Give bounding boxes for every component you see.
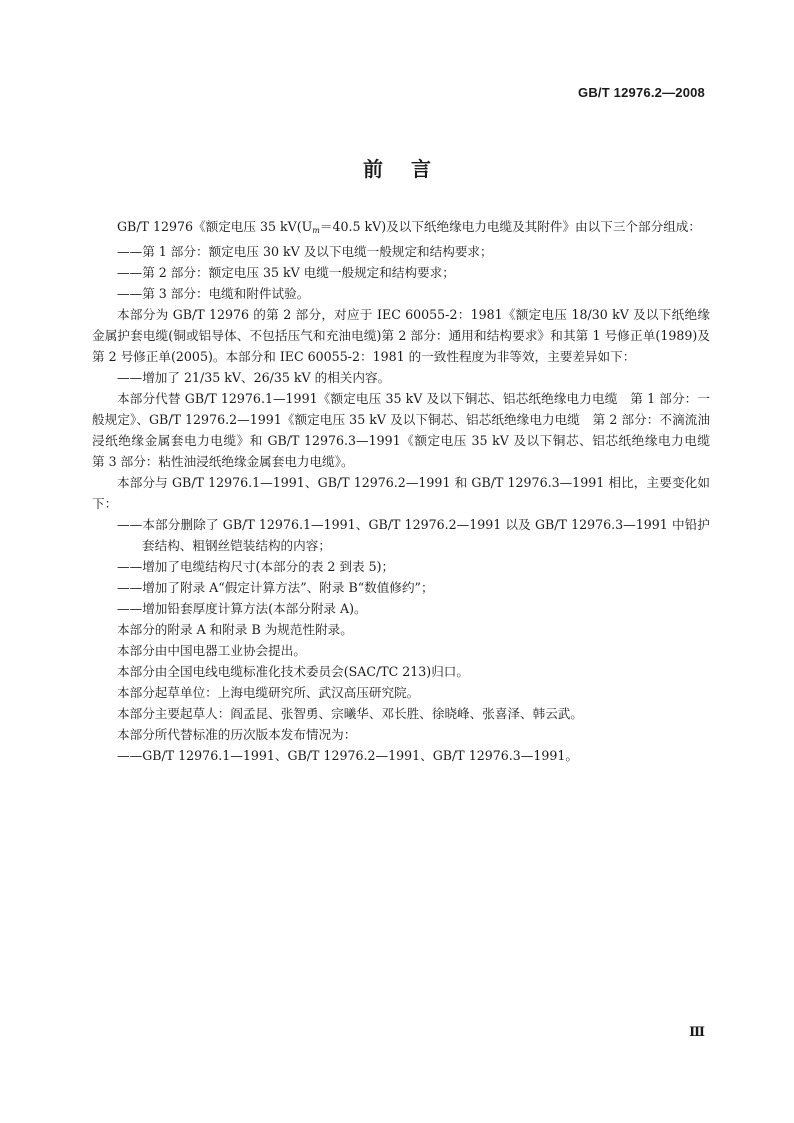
committee-paragraph: 本部分由全国电线电缆标准化技术委员会(SAC/TC 213)归口。 bbox=[117, 664, 469, 679]
intro-text-rest: ＝40.5 kV)及以下纸绝缘电力电缆及其附件》由以下三个部分组成： bbox=[319, 219, 701, 234]
page-number: Ⅲ bbox=[689, 1024, 705, 1039]
proposer-paragraph: 本部分由中国电器工业协会提出。 bbox=[117, 643, 306, 658]
history-paragraph: 本部分所代替标准的历次版本发布情况为： bbox=[117, 727, 357, 742]
document-body bbox=[92, 216, 723, 766]
change-item-3: ——增加了附录 A“假定计算方法”、附录 B“数值修约”； bbox=[117, 580, 434, 595]
changes-paragraph: 本部分与 GB/T 12976.1—1991、GB/T 12976.2—1991 和 GB/T 12976.3—1991 相比，主要变化如下： bbox=[92, 475, 710, 511]
standard-code: GB/T 12976.2—2008 bbox=[578, 85, 705, 100]
change-item-4: ——增加铅套厚度计算方法(本部分附录 A)。 bbox=[117, 601, 367, 616]
page-title: 前言 bbox=[363, 157, 459, 181]
correspondence-paragraph: 本部分为 GB/T 12976 的第 2 部分，对应于 IEC 60055-2：1981《额定电压 18/30 kV 及以下纸绝缘金属护套电缆(铜或铝导体、不包括压气和充油电缆)第 2 部分：通用和结构要求》和其第 1 号修正单(1989)及第 2 号修正单(2005)。本部分和 IEC 60055-2：1981 的一致性程度为非等效，主要差异如下： bbox=[92, 307, 710, 364]
drafters-paragraph: 本部分主要起草人：阎孟昆、张智勇、宗曦华、邓长胜、徐晓峰、张喜泽、韩云武。 bbox=[117, 706, 583, 721]
list-item-part-1: ——第 1 部分：额定电压 30 kV 及以下电缆一般规定和结构要求； bbox=[117, 244, 493, 259]
list-item-part-3: ——第 3 部分：电缆和附件试验。 bbox=[117, 286, 310, 301]
intro-paragraph bbox=[92, 216, 710, 241]
history-item: ——GB/T 12976.1—1991、GB/T 12976.2—1991、GB/T 12976.3—1991。 bbox=[117, 748, 579, 763]
replacement-paragraph: 本部分代替 GB/T 12976.1—1991《额定电压 35 kV 及以下铜芯、铝芯纸绝缘电力电缆 第 1 部分：一般规定》、GB/T 12976.2—1991《额定电压 35 kV 及以下铜芯、铝芯纸绝缘电力电缆 第 2 部分：不滴流油浸纸绝缘金属套电力电缆》和 GB/T 12976.3—1991《额定电压 35 kV 及以下铜芯、铝芯纸绝缘电力电缆 第 3 部分：粘性油浸纸绝缘金属套电力电缆》。 bbox=[92, 391, 723, 469]
list-item-part-2: ——第 2 部分：额定电压 35 kV 电缆一般规定和结构要求； bbox=[117, 265, 455, 280]
annex-paragraph: 本部分的附录 A 和附录 B 为规范性附录。 bbox=[117, 622, 353, 637]
drafting-units-paragraph: 本部分起草单位：上海电缆研究所、武汉高压研究院。 bbox=[117, 685, 420, 700]
intro-text: GB/T 12976《额定电压 35 kV(U bbox=[117, 219, 313, 234]
intro-subscript: m bbox=[312, 226, 320, 235]
change-item-1: ——本部分删除了 GB/T 12976.1—1991、GB/T 12976.2—1991 以及 GB/T 12976.3—1991 中铅护套结构、粗钢丝铠装结构的内容； bbox=[117, 517, 710, 553]
difference-item: ——增加了 21/35 kV、26/35 kV 的相关内容。 bbox=[117, 370, 391, 385]
change-item-2: ——增加了电缆结构尺寸(本部分的表 2 到表 5)； bbox=[117, 559, 395, 574]
